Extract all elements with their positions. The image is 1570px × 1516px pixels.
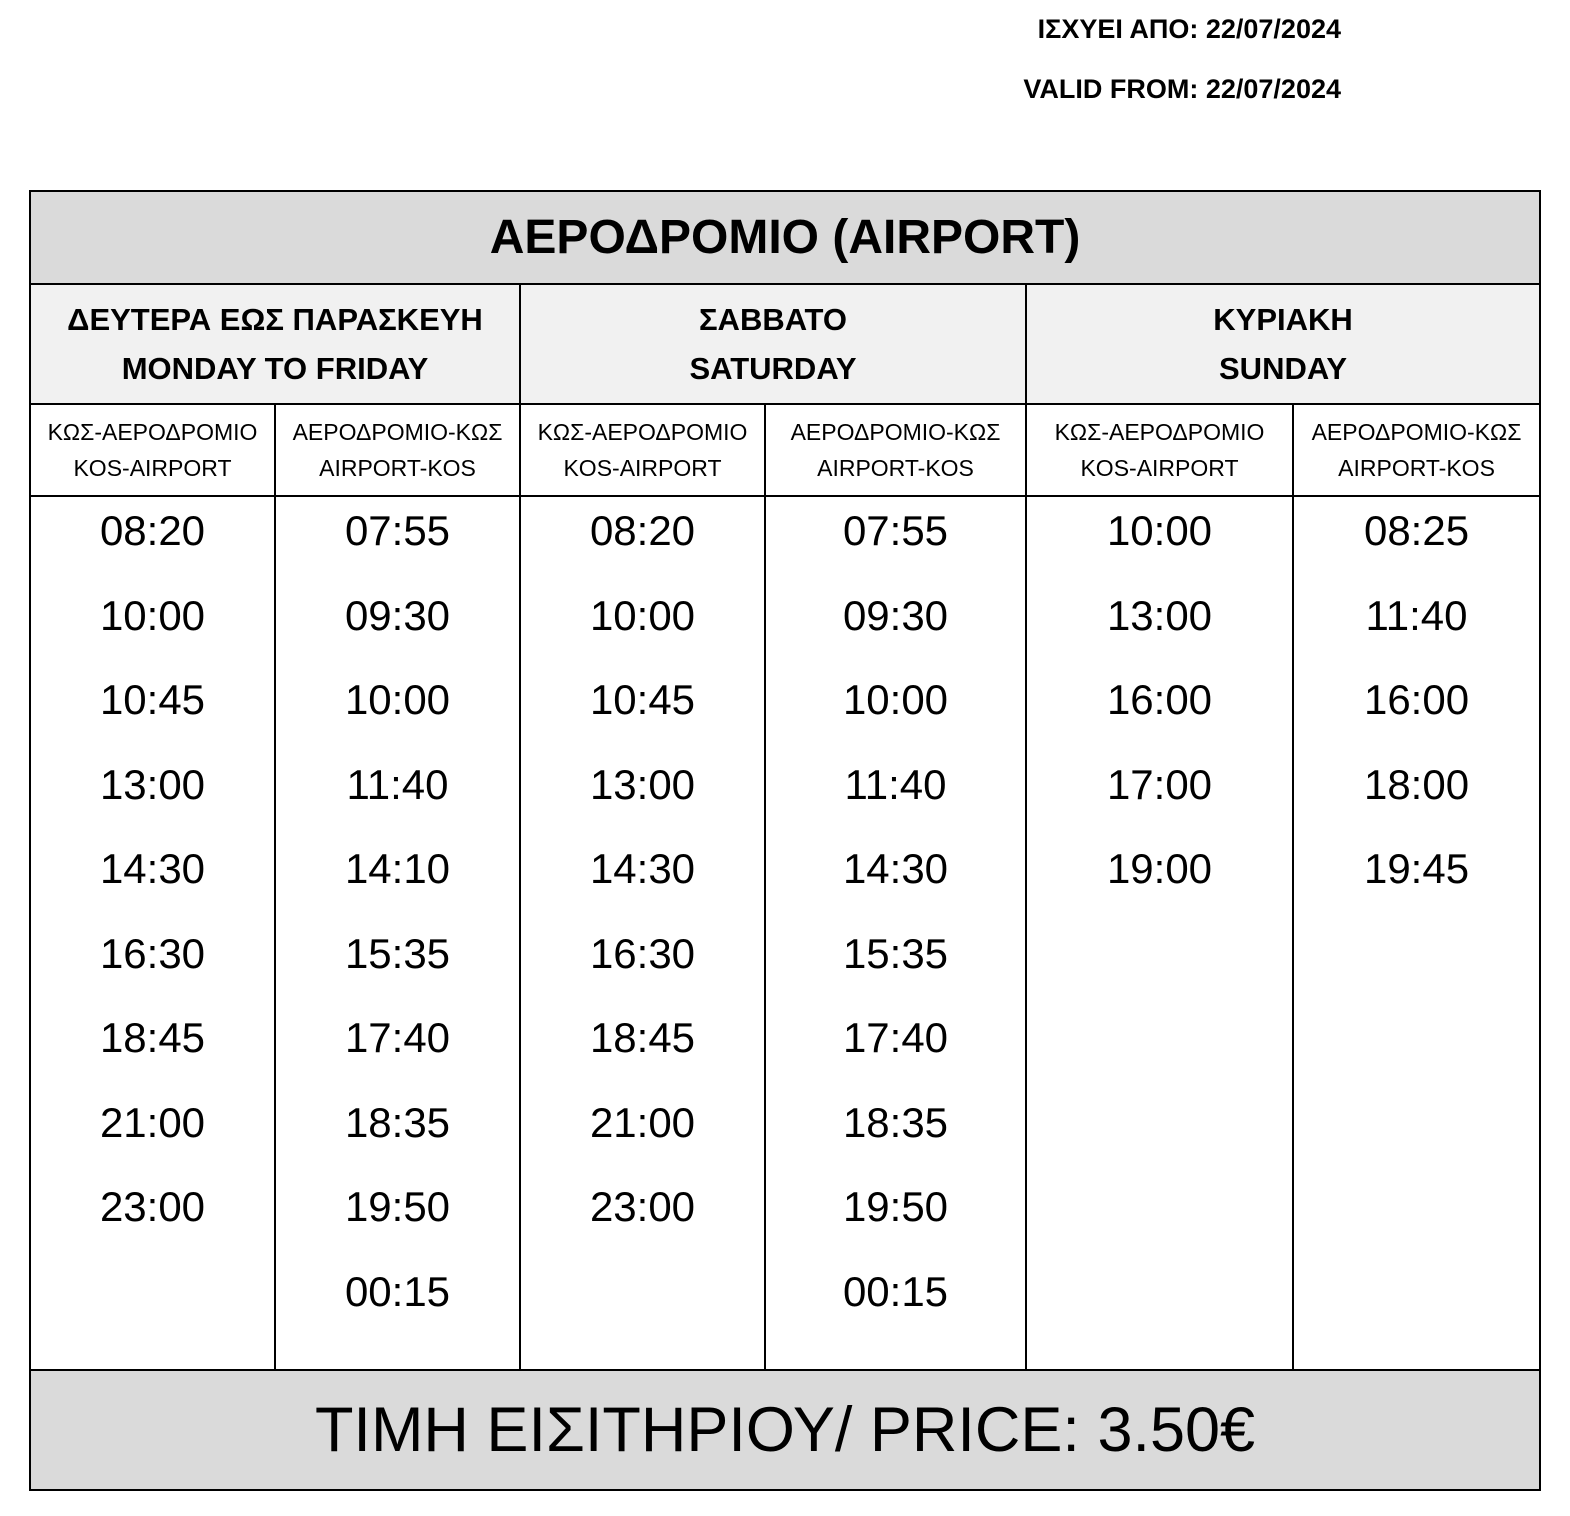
departure-time: 10:00	[344, 676, 451, 723]
departure-time: 15:35	[344, 929, 451, 977]
departure-time: 19:00	[1106, 845, 1213, 892]
departure-time: 23:00	[589, 1183, 696, 1230]
departure-time: 07:55	[344, 507, 451, 554]
valid-from-greek: ΙΣΧΥΕΙ ΑΠΟ: 22/07/2024	[1037, 14, 1341, 44]
departure-time: 21:00	[99, 1098, 206, 1146]
departure-time: 11:40	[346, 760, 449, 808]
direction-greek: ΚΩΣ-ΑΕΡΟΔΡΟΜΙΟ	[47, 419, 258, 445]
departure-time: 16:30	[589, 929, 696, 977]
departure-time: 10:00	[842, 676, 949, 723]
timetable	[29, 190, 1541, 1491]
departure-time: 09:30	[842, 591, 949, 639]
departure-time: 23:00	[99, 1183, 206, 1230]
times-column	[30, 496, 275, 1370]
ticket-price: ΤΙΜΗ ΕΙΣΙΤΗΡΙΟΥ/ PRICE: 3.50€	[30, 1370, 1540, 1490]
departure-time: 07:55	[842, 507, 949, 554]
direction-english: KOS-AIRPORT	[563, 455, 722, 481]
departure-time: 16:00	[1363, 676, 1470, 723]
departure-time: 14:30	[842, 845, 949, 892]
departure-time: 14:30	[99, 845, 206, 892]
direction-greek: ΑΕΡΟΔΡΟΜΙΟ-ΚΩΣ	[790, 419, 1001, 445]
direction-header	[520, 404, 765, 496]
departure-time: 13:00	[589, 760, 696, 808]
day-header-saturday	[520, 284, 1026, 404]
departure-time: 00:15	[344, 1267, 451, 1315]
direction-greek: ΑΕΡΟΔΡΟΜΙΟ-ΚΩΣ	[1311, 419, 1522, 445]
direction-english: AIRPORT-KOS	[319, 455, 476, 481]
departure-time: 00:15	[842, 1267, 949, 1315]
departure-time: 10:00	[1106, 507, 1213, 554]
day-label-greek: ΔΕΥΤΕΡΑ ΕΩΣ ΠΑΡΑΣΚΕΥΗ	[67, 302, 483, 337]
departure-time: 17:00	[1106, 760, 1213, 808]
departure-time: 10:45	[99, 676, 206, 723]
times-column	[1026, 496, 1293, 1370]
direction-greek: ΑΕΡΟΔΡΟΜΙΟ-ΚΩΣ	[292, 419, 503, 445]
timetable-title: ΑΕΡΟΔΡΟΜΙΟ (AIRPORT)	[30, 191, 1540, 284]
departure-time: 19:50	[842, 1183, 949, 1230]
departure-time: 21:00	[589, 1098, 696, 1146]
departure-time: 11:40	[844, 760, 947, 808]
departure-time: 13:00	[99, 760, 206, 808]
direction-english: AIRPORT-KOS	[1338, 455, 1495, 481]
departure-time: 18:45	[99, 1014, 206, 1061]
departure-time: 19:50	[344, 1183, 451, 1230]
direction-header	[765, 404, 1026, 496]
departure-time: 18:00	[1363, 760, 1470, 808]
departure-time: 17:40	[344, 1014, 451, 1061]
departure-time: 08:20	[589, 507, 696, 554]
times-column	[275, 496, 520, 1370]
departure-time: 10:00	[99, 591, 206, 639]
direction-english: KOS-AIRPORT	[73, 455, 232, 481]
departure-time: 19:45	[1363, 845, 1470, 892]
direction-header	[275, 404, 520, 496]
departure-time: 08:20	[99, 507, 206, 554]
direction-header	[1026, 404, 1293, 496]
times-column	[765, 496, 1026, 1370]
day-header-weekdays	[30, 284, 520, 404]
day-header-sunday	[1026, 284, 1540, 404]
departure-time: 17:40	[842, 1014, 949, 1061]
direction-greek: ΚΩΣ-ΑΕΡΟΔΡΟΜΙΟ	[537, 419, 748, 445]
departure-time: 18:35	[344, 1098, 451, 1146]
times-column	[1293, 496, 1540, 1370]
departure-time: 18:35	[842, 1098, 949, 1146]
direction-english: AIRPORT-KOS	[817, 455, 974, 481]
departure-time: 10:45	[589, 676, 696, 723]
departure-time: 13:00	[1106, 591, 1213, 639]
direction-header	[1293, 404, 1540, 496]
direction-english: KOS-AIRPORT	[1080, 455, 1239, 481]
departure-time: 15:35	[842, 929, 949, 977]
departure-time: 14:10	[344, 845, 451, 892]
direction-greek: ΚΩΣ-ΑΕΡΟΔΡΟΜΙΟ	[1054, 419, 1265, 445]
departure-time: 18:45	[589, 1014, 696, 1061]
day-label-greek: ΚΥΡΙΑΚΗ	[1213, 302, 1353, 337]
departure-time: 16:00	[1106, 676, 1213, 723]
valid-from-english: VALID FROM: 22/07/2024	[1023, 74, 1341, 104]
day-label-english: SUNDAY	[1219, 351, 1348, 386]
departure-time: 09:30	[344, 591, 451, 639]
departure-time: 10:00	[589, 591, 696, 639]
departure-time: 16:30	[99, 929, 206, 977]
day-label-english: SATURDAY	[689, 351, 857, 386]
times-column	[520, 496, 765, 1370]
day-label-greek: ΣΑΒΒΑΤΟ	[698, 302, 848, 337]
direction-header	[30, 404, 275, 496]
departure-time: 14:30	[589, 845, 696, 892]
day-label-english: MONDAY TO FRIDAY	[121, 351, 429, 386]
departure-time: 11:40	[1365, 591, 1468, 639]
departure-time: 08:25	[1363, 507, 1470, 554]
